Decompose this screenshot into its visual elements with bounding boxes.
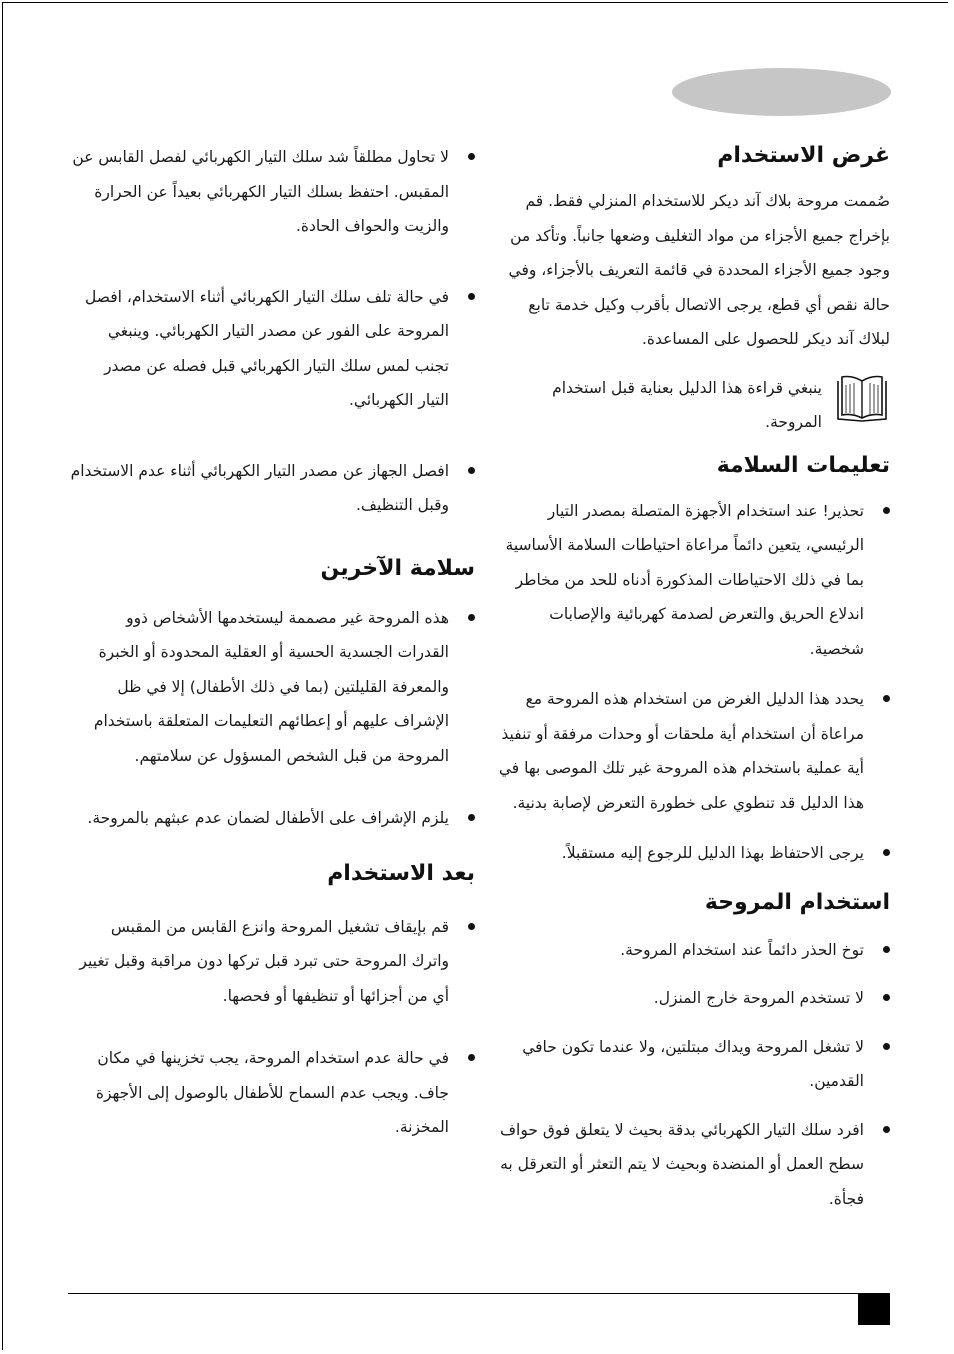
intended-use-paragraph: صُممت مروحة بلاك آند ديكر للاستخدام المنزلي فقط. قم بإخراج جميع الأجزاء من مواد التغليف وضعها جانباً. وتأكد من وجود جميع الأجزاء المحددة في قائمة التعريف بالأجزاء، وفي حالة نقص أي قطع، يرجى الاتصال بأقرب وكيل خدمة تابع لبلاك آند ديكر للحصول على المساعدة. (508, 192, 890, 348)
bullet-icon (468, 923, 475, 930)
bullet-icon (883, 946, 890, 953)
list-item: افرد سلك التيار الكهربائي بدقة بحيث لا يتعلق فوق حواف سطح العمل أو المنضدة وبحيث لا يتم التعثر أو التعرقل به فجأة. (496, 1113, 890, 1217)
language-tab (672, 68, 891, 116)
bullet-icon (468, 293, 475, 300)
open-book-icon (834, 373, 890, 425)
bullet-icon (883, 994, 890, 1001)
list-item: هذه المروحة غير مصممة ليستخدمها الأشخاص ذوو القدرات الجسدية الحسية أو العقلية المحدودة أو الخبرة والمعرفة القليلتين (بما في ذلك الأطفال) إلا في ظل الإشراف عليهم أو إعطائهم التعليمات المتعلقة باستخدام المروحة من قبل الشخص المسؤول عن سلامتهم. (70, 601, 475, 774)
right-column (496, 140, 890, 1216)
bullet-icon (883, 1043, 890, 1050)
bullet-icon (883, 1126, 890, 1133)
list-item: يلزم الإشراف على الأطفال لضمان عدم عبثهم بالمروحة. (70, 801, 475, 836)
bullet-icon (468, 467, 475, 474)
safety-list (496, 494, 890, 871)
list-item: لا تستخدم المروحة خارج المنزل. (496, 981, 890, 1016)
page-marker (858, 1293, 890, 1325)
list-item: افصل الجهاز عن مصدر التيار الكهربائي أثناء عدم الاستخدام وقبل التنظيف. (70, 454, 475, 523)
bullet-icon (883, 507, 890, 514)
left-column (70, 140, 475, 1145)
manual-note-text: ينبغي قراءة هذا الدليل بعناية قبل استخدام المروحة. (552, 378, 822, 431)
list-item: يحدد هذا الدليل الغرض من استخدام هذه المروحة مع مراعاة أن استخدام أية ملحقات أو وحدات مرفقة أو تنفيذ أية عملية باستخدام هذه المروحة غير تلك الموصى بها في هذا الدليل قد تنطوي على خطورة التعرض لإصابة بدنية. (496, 682, 890, 820)
list-item: في حالة تلف سلك التيار الكهربائي أثناء الاستخدام، افصل المروحة على الفور عن مصدر التيار الكهربائي. وينبغي تجنب لمس سلك التيار الكهربائي قبل فصله عن مصدر التيار الكهربائي. (70, 280, 475, 418)
list-item: لا تحاول مطلقاً شد سلك التيار الكهربائي لفصل القابس عن المقبس. احتفظ بسلك التيار الكهربائي بعيداً عن الحرارة والزيت والحواف الحادة. (70, 140, 475, 244)
cord-safety-list (70, 140, 475, 523)
manual-note (496, 371, 890, 440)
list-item: توخ الحذر دائماً عند استخدام المروحة. (496, 933, 890, 968)
others-safety-heading: سلامة الآخرين (320, 555, 475, 581)
list-item: في حالة عدم استخدام المروحة، يجب تخزينها في مكان جاف. ويجب عدم السماح للأطفال بالوصول إلى الأجهزة المخزنة. (70, 1041, 475, 1145)
footer-rule (68, 1293, 858, 1294)
after-use-list (70, 910, 475, 1145)
list-item: قم بإيقاف تشغيل المروحة وانزع القابس من المقبس واترك المروحة حتى تبرد قبل تركها دون مراقبة وقبل تغيير أي من أجزائها أو تنظيفها أو فحصها. (70, 910, 475, 1014)
bullet-icon (883, 849, 890, 856)
list-item: لا تشغل المروحة ويداك مبتلتين، ولا عندما تكون حافي القدمين. (496, 1030, 890, 1099)
intended-use-heading: غرض الاستخدام (717, 143, 890, 168)
list-item: يرجى الاحتفاظ بهذا الدليل للرجوع إليه مستقبلاً. (496, 836, 890, 871)
using-fan-heading: استخدام المروحة (704, 889, 890, 915)
others-safety-list (70, 601, 475, 836)
bullet-icon (468, 814, 475, 821)
bullet-icon (468, 614, 475, 621)
bullet-icon (468, 1054, 475, 1061)
using-fan-list (496, 933, 890, 1217)
safety-heading: تعليمات السلامة (716, 452, 890, 478)
bullet-icon (883, 695, 890, 702)
after-use-heading: بعد الاستخدام (327, 860, 475, 886)
list-item: تحذير! عند استخدام الأجهزة المتصلة بمصدر التيار الرئيسي، يتعين دائماً مراعاة احتياطات السلامة الأساسية بما في ذلك الاحتياطات المذكورة أدناه للحد من مخاطر اندلاع الحريق والتعرض لصدمة كهربائية والإصابات شخصية. (496, 494, 890, 667)
bullet-icon (468, 153, 475, 160)
